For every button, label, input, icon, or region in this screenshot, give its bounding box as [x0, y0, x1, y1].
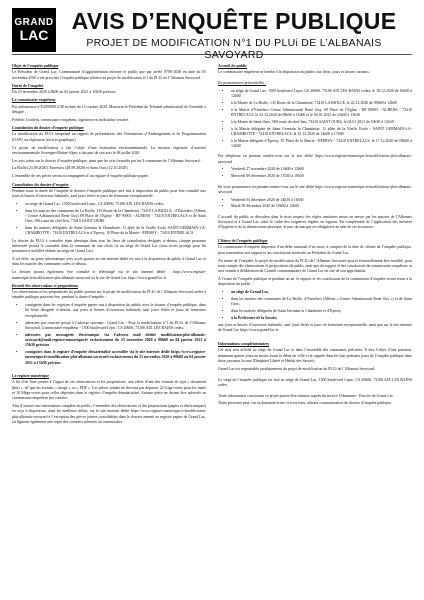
list-item: • Mardi 08 décembre 2020 de 10h00 à 12h00: [231, 204, 412, 209]
list-item: • adressées par messagerie électronique via l’adresse mail dédiée modification-plui-albanais-savoyard@mail.registre-numerique.fr exclusivement du 23 novembre 2020 à 08h00 au 04 janvier 2021 à 15h30 précises: [25, 333, 206, 349]
section-heading: Recueil des observations et propositions: [12, 283, 79, 288]
section-heading: Durée de l’enquête: [12, 83, 44, 88]
paragraph: Les avis joints sur le dossier d’enquête publique, ainsi que les avis formulés par les 3 communes de l’Albanais Savoyard :: [12, 158, 202, 163]
paragraph: Le commissaire enquêteur se tiendra à la disposition du public aux lieux, jours et heures suivants :: [218, 70, 371, 75]
paragraph: Le dossier du PLUi à consulter étant identique dans tous les lieux de consultation désignés ci-dessus, chaque personne intéressée pourra le consulter dans la commune de son choix ou au siège de Grand Lac (sous accès protégé pour les personnes à mobilité réduite au siège de Grand Lac).: [12, 238, 206, 254]
list-item: • consignées dans le registre d’enquête dématérialisé accessible via le site internet dédié https://www.registre-numerique.fr/modification-plui-albanais-savoyard exclusivement du 23 novembre 2020 à 08h00 au 04 janvier 2021 à 15h30 précises: [25, 350, 206, 366]
section-heading: Informations complémentaires: [218, 342, 270, 347]
paragraph: En visio permanence en prenant rendez-vous sur le site dédié https://www.registre-numerique.fr/modification-plui-albanais-savoyard: [218, 184, 412, 194]
paragraph: Frédéric Goulvin, commissaire enquêteur, ingénieur en hydrauliste retraité.: [12, 117, 129, 122]
consultation-list: [12, 202, 206, 237]
logo-line2: LAC: [19, 27, 49, 43]
paragraph: Par téléphone en prenant rendez-vous sur le site dédié https://www.registre-numerique.fr/modification-plui-albanais-savoyard: [218, 154, 412, 164]
left-column: [12, 61, 206, 428]
list-item: • Vendredi 04 décembre 2020 de 14h30 à 16h30: [231, 198, 412, 203]
paragraph: Ce projet de modification a fait l’objet d’une évaluation environnementale. La mission régionale d’autorité environnementale Auvergne-Rhône-Alpes a fait part de son avis le 06 juillet 2020.: [12, 145, 206, 155]
paragraph: Au terme de l’enquête, le projet de modification du PLUi de l’Albanais Savoyard pourra éventuellement être modifié, pour tenir compte des observations et propositions du public ainsi que du rapport et des conclusions du commissaire enquêteur, et sera soumis à délibération du Conseil communautaire de Grand Lac en vue de son approbation.: [218, 258, 412, 274]
visio-list: [218, 198, 412, 210]
section-heading: Accueil du public: [218, 64, 247, 68]
paragraph: Le dossier pourra également être consulté et téléchargé via le site internet dédié : https://www.registre-numerique.fr/modification-plui-albanais-savoyard ou le site de Grand Lac https://www.grand-lac.fr: [12, 270, 206, 280]
list-item: • Vendredi 27 novembre 2020 de 10h00 à 12h00: [231, 167, 412, 172]
paragraph: Afin d’assurer une information complète du public, l’ensemble des observations et des propositions (papier et électroniques) en reçu à disposition, dans les meilleurs délais, sur le site internet dédié https://www.registre-numerique.fr/modification-plui-albanais-savoyard à l’exception des pièces jointes consultables dans le dossier annexé au registre papier de Grand Lac, où figurent également une copie des courriers adressés au commissaire.: [12, 403, 206, 424]
paragraph: La Biolle (23.09.2020), Entrelacs (28.09.2020) et Saint Ours (12.10.2020): [12, 166, 128, 171]
paragraph: Le Président de Grand Lac, Communauté d’agglomération informe le public que par arrêté N°80-2020 en date du 05 novembre 2020 a été prescrite l’enquête publique relative au projet de modification n°1 du PLUi de l’Albanais Savoyard.: [12, 70, 206, 80]
list-item: • dans les mairies des communes de La Biolle, 135 Route de la Chambotte, 73410 LA BIOLLE ; d’Entrelacs (Albens - Centre Administratif René Guy) 69 Place de l’Eglise - BP 90003 - ALBENS - 73410 ENTRELACS et de Saint Ours, 569 route du chef-lieu, 73410 SAINT OURS: [25, 209, 206, 225]
paragraph: L’ensemble de ces pièces seront accompagnées d’un registre d’enquête publique papier.: [12, 174, 149, 179]
list-item: • consignées dans les registres d’enquête papier mis à disposition du public avec le dossier d’enquête publique, dans les lieux désignés ci-dessus, aux jours et heures d’ouverture habituels, sauf jours fériés et jours de fermeture exceptionnelle.: [25, 303, 206, 319]
paragraph: Par ordonnance n°E20000012/38 en date du 14 octobre 2020, Monsieur le Président du Tribunal administratif de Grenoble a désigné :: [12, 104, 206, 115]
page-title: AVIS D’ENQUÊTE PUBLIQUE: [71, 8, 397, 34]
paragraph: A fin d’en faire jointes à l’appui de ces observations et les propositions, aux effets d’une des formats de type « document (hui) », tel que les formats « image » ou « PDF ». Les pièces jointes ne devront pas dépasser 22 Giga-octets pour les mails et 10 Méga-octets pour celles déposées dans le registre d’enquête dématérialisé. Aucune pièce ne devant être adressée au commissaire enquêteur par courrier.: [12, 380, 206, 401]
recueil-list: [12, 303, 206, 366]
list-item: • dans les mairies déléguées de Saint Germain la Chambotte, 11 allée de la Vieille Ecole SAINT-GERMAIN-LA-CHAMBOTTE - 73410 ENTRELACS et d’Epersy, 10 Place de la Mairie - EPERSY - 73410 ENTRELACS: [25, 226, 206, 237]
title-block: [56, 8, 412, 61]
paragraph: Toute personne peut, sur sa demande écrite et à ses frais, obtenir communication du dossier d’enquête publique.: [218, 401, 392, 406]
list-item: • au siège de Grand Lac, 1500 boulevard Lepic, CS 20606, 73106 AIX LES BAINS cedex, le 18.12.2020 de 10h00 à 12h00: [231, 89, 412, 100]
paragraph: A cet effet, un poste informatique avec accès gratuit au site internet dédié est mis à la disposition du public à Grand Lac et dans les mairies des communes citées ci-dessus.: [12, 257, 206, 267]
section-heading: Constitution du dossier d’enquête publique: [12, 126, 84, 131]
grand-lac-logo: [12, 8, 56, 52]
permanence-list: [218, 89, 412, 149]
cloture-list: [218, 290, 412, 321]
subheading: En permanences présentielles :: [218, 81, 267, 86]
list-item: • dans les mairies déléguées de Saint Germain la Chambotte et d’Epersy.: [231, 309, 412, 314]
section-heading: Le commissaire enquêteur: [12, 98, 56, 103]
right-column: [218, 61, 412, 428]
paragraph: Toute information concernant ce projet pourra être obtenue auprès du service Urbanisme - Foncier de Grand Lac.: [218, 393, 395, 398]
list-item: • Mercredi 09 décembre 2020 de 17h30 à 19h30: [231, 174, 412, 179]
list-item: • dans les mairies des communes de La Biolle, d’Entrelacs (Albens « Centre Administratif René Guy ») et de Saint Ours;: [231, 297, 412, 308]
paragraph: Le commissaire d’enquête disposera d’un délai maximal d’un mois, à compter de la date de clôture de l’enquête publique, pour transmettre son rapport et ses conclusions motivées au Président de Grand Lac.: [218, 245, 412, 255]
paragraph: Les observations et les propositions du public portant sur le projet de modification du PLUi de l’Albanais Savoyard arrêté à enquête publique pourront être, pendant la durée d’enquête :: [12, 290, 206, 300]
paragraph: L’accueil du public se déroulera dans le strict respect des règles sanitaires mises en œuvre par les mairies de l’Albanais Savoyard et à Grand Lac, dans le cadre des exigences légales en vigueur. En complément de l’application des mesures d’hygiène et de la distanciation physique, le port du masque est obligatoire au sein de ces structures.: [218, 214, 412, 230]
header: [12, 8, 412, 61]
phone-list: [218, 167, 412, 179]
list-item: • au siège de Grand Lac,: [231, 290, 412, 295]
section-heading: Consultation du dossier d’enquête: [12, 182, 69, 187]
list-item: • adressées par courrier postal à l’adresse suivante : Grand Lac - Pour la modification n°1 du PLUi de l’Albanais Savoyard, Commissaire enquêteur - 1500 boulevard Lepic, CS 20606, 73106 AIX LES BAINS cedex.: [25, 321, 206, 332]
list-item: • à la Mairie de La Biolle, 135 Route de la Chambotte, 73410 LA BIOLLE, le 22.12.2020 de 09h00 à 12h00: [231, 101, 412, 106]
content-columns: [12, 61, 412, 428]
list-item: • à la Mairie déléguée d’Epersy, 10 Place de la Mairie - EPERSY - 73410 ENTRELACS, le 17.12.2020 de 09h00 à 12h00: [231, 139, 412, 150]
list-item: • au siège de Grand Lac, 1500 boulevard Lepic, CS 20606, 73106 AIX LES BAINS cedex,: [25, 202, 206, 207]
paragraph: Pendant toute la durée de l’enquête le dossier d’enquête publique sera mis à disposition du public pour être consulté aux jours et heures d’ouverture habituels, sauf jours fériés et jours de fermeture exceptionnelle :: [12, 188, 206, 199]
list-item: • à la Mairie d’Entrelacs Centre Administratif René Guy, 69 Place de l’Eglise - BP 90003 - ALBENS - 73410 ENTRELACS, le 23.12.2020 de 08h00 à 11h00 et le 04.01.2021 de 13h30 à 15h30: [231, 108, 412, 119]
page-subtitle: PROJET DE MODIFICATION N°1 DU PLUi DE L’ALBANAIS SAVOYARD: [86, 37, 382, 61]
paragraph: Le siège de l’enquête publique est fixé au siège de Grand Lac, 1500 boulevard Lepic, CS 20606, 73106 AIX LES BAINS cedex.: [218, 377, 412, 387]
paragraph: Du 23 novembre 2020 à 8h00 au 04 janvier 2021 à 15h30 précises.: [12, 90, 117, 95]
section-heading: Le registre numérique: [12, 373, 50, 378]
paragraph: La modification du PLUi comprend un rapport de présentation, des Orientations d’Aménagement et de Programmation (OAP), un règlement (écrit et graphique).: [12, 132, 206, 142]
logo-line1: GRAND: [14, 17, 54, 28]
list-item: • à la Préfecture de la Savoie;: [231, 316, 412, 321]
paragraph: Cet avis sera affiché au siège de Grand Lac et dans l’ensemble des communes précitées. Il fera l’objet d’une parution, minimum quinze jours au moins avant le début de celle-ci et rappelé dans les huit premiers jours de l’enquête publique dans deux journaux locaux (Dauphiné Libéré et Hebdo des Savoie).: [218, 348, 412, 363]
list-item: • à la Mairie de Saint Ours, 569 route du chef-lieu, 73410 SAINT OURS, le 04.01.2021 de 10h30 à 12h30: [231, 120, 412, 125]
paragraph: À l’issue de l’enquête publique et pendant un an, le rapport et les conclusions de la commission d’enquête seront tenus à la disposition du public :: [218, 276, 412, 287]
section-heading: Clôture de l’enquête publique: [218, 239, 268, 244]
section-heading: Objet de l’enquête publique: [12, 64, 59, 68]
paragraph: Grand Lac est responsable juridiquement du projet de modification du PLUi de l’Albanais Savoyard.: [218, 366, 376, 371]
list-item: • à la Mairie déléguée de Saint Germain la Chambotte, 11 allée de la Vieille Ecole - SAINT GERMAIN-LA-CHAMBOTTE - 73410 ENTRELACS, le 15.12.2020 de 14h00 à 17h00: [231, 127, 412, 138]
paragraph: aux jours et heures d’ouverture habituels, sauf jours fériés et jours de fermeture exceptionnelle, ainsi que sur le site internet de Grand Lac https://www.grand-lac.fr.: [218, 322, 412, 333]
